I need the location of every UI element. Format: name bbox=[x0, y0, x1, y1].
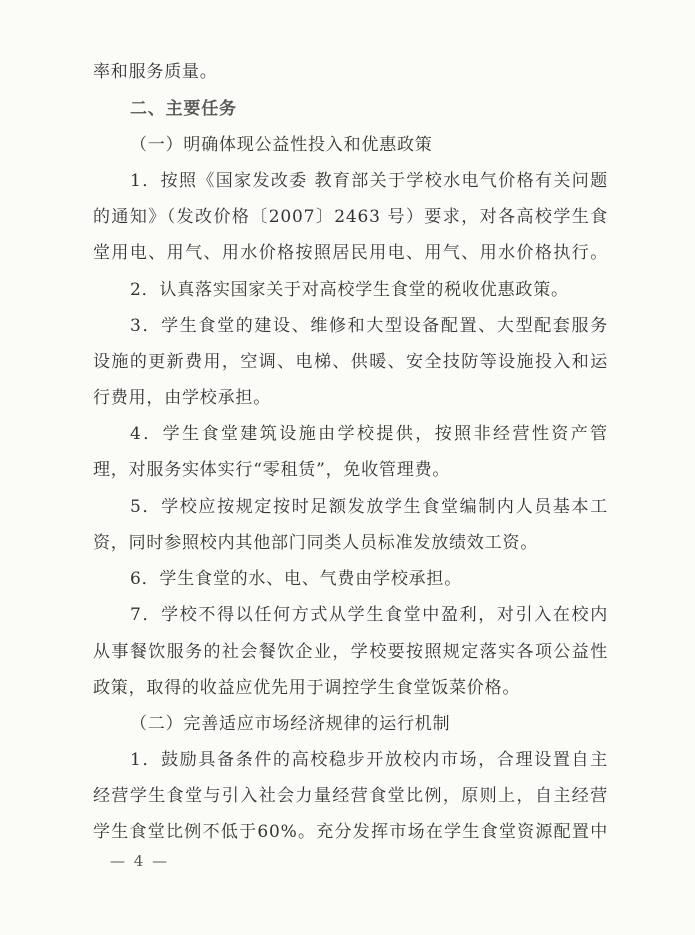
text-line: 经营学生食堂与引入社会力量经营食堂比例，原则上，自主经营 bbox=[93, 786, 608, 806]
text-line: 1．按照《国家发改委 教育部关于学校水电气价格有关问题 bbox=[130, 171, 608, 191]
text-line: 2．认真落实国家关于对高校学生食堂的税收优惠政策。 bbox=[130, 280, 569, 300]
text-line: 1．鼓励具备条件的高校稳步开放校内市场，合理设置自主 bbox=[130, 750, 608, 770]
text-line: 的通知》（发改价格〔2007〕2463 号）要求，对各高校学生食 bbox=[93, 207, 608, 227]
text-line: 理，对服务实体实行“零租赁”，免收管理费。 bbox=[93, 460, 451, 480]
text-line: 从事餐饮服务的社会餐饮企业，学校要按照规定落实各项公益性 bbox=[93, 642, 608, 662]
text-line: 5．学校应按规定按时足额发放学生食堂编制内人员基本工 bbox=[130, 497, 608, 517]
text-line: 学生食堂比例不低于60%。充分发挥市场在学生食堂资源配置中 bbox=[93, 822, 608, 842]
text-line: 3．学生食堂的建设、维修和大型设备配置、大型配套服务 bbox=[130, 316, 608, 336]
subsection-heading: （二）完善适应市场经济规律的运行机制 bbox=[130, 714, 451, 734]
text-line: 资，同时参照校内其他部门同类人员标准发放绩效工资。 bbox=[93, 533, 538, 553]
section-heading: 二、主要任务 bbox=[130, 99, 237, 119]
text-line: 政策，取得的收益应优先用于调控学生食堂饭菜价格。 bbox=[93, 678, 521, 698]
text-line: 率和服务质量。 bbox=[93, 62, 218, 82]
page-number: — 4 — bbox=[110, 852, 170, 870]
text-line: 6．学生食堂的水、电、气费由学校承担。 bbox=[130, 569, 463, 589]
text-line: 7．学校不得以任何方式从学生食堂中盈利，对引入在校内 bbox=[130, 605, 608, 625]
subsection-heading: （一）明确体现公益性投入和优惠政策 bbox=[130, 135, 433, 155]
text-line: 行费用，由学校承担。 bbox=[93, 388, 271, 408]
text-line: 设施的更新费用，空调、电梯、供暖、安全技防等设施投入和运 bbox=[93, 352, 608, 372]
text-line: 堂用电、用气、用水价格按照居民用电、用气、用水价格执行。 bbox=[93, 243, 608, 263]
text-line: 4．学生食堂建筑设施由学校提供，按照非经营性资产管 bbox=[130, 424, 608, 444]
